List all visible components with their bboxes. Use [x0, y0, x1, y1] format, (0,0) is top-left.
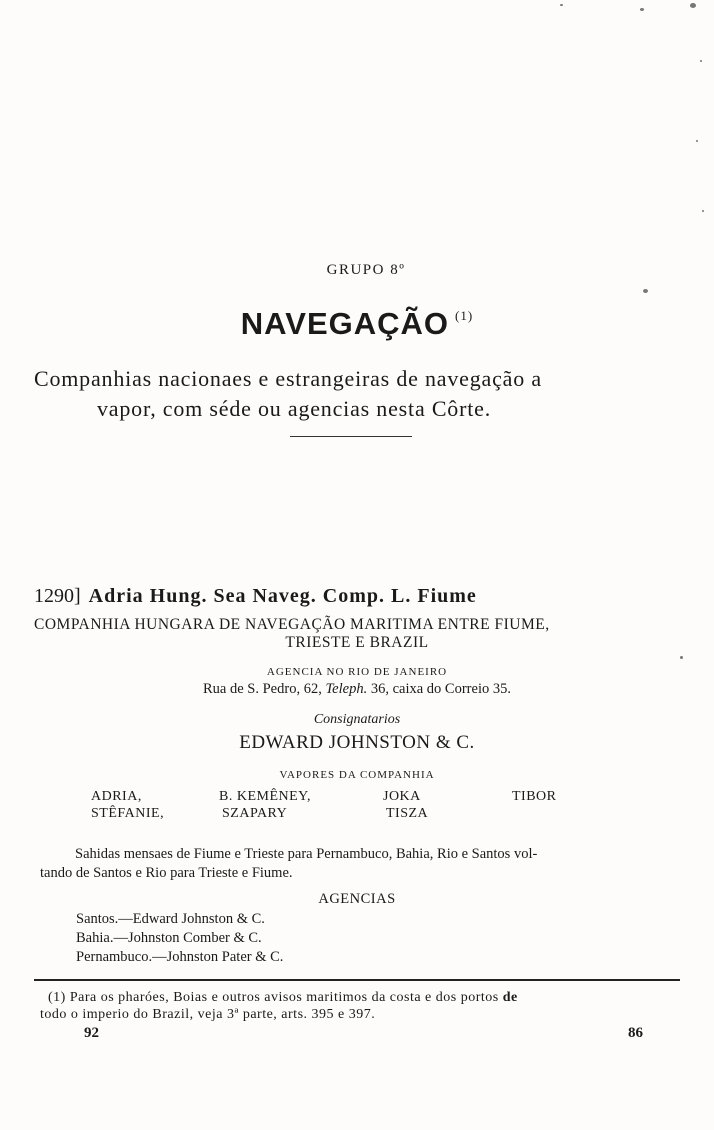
- sailings-line-1: Sahidas mensaes de Fiume e Trieste para Pernambuco, Bahia, Rio e Santos vol-: [75, 846, 538, 862]
- address-teleph-label: Teleph.: [325, 681, 368, 697]
- scan-speck: [643, 289, 648, 293]
- subtitle-line-1: Companhias nacionaes e estrangeiras de navegação a: [34, 366, 542, 391]
- title-footnote-ref: (1): [455, 308, 474, 323]
- ship-name: JOKA: [383, 789, 421, 804]
- page-title: [0, 306, 714, 342]
- group-heading: GRUPO 8º: [326, 262, 406, 278]
- footnote-marker: (1): [48, 990, 66, 1005]
- ship-name: SZAPARY: [222, 806, 288, 821]
- scan-speck: [640, 8, 644, 11]
- consignatarios-heading: Consignatarios: [313, 712, 401, 727]
- scan-speck: [680, 656, 683, 659]
- page-number-left: 92: [84, 1025, 99, 1041]
- scan-speck: [696, 140, 698, 142]
- ship-name: ADRIA,: [91, 789, 142, 804]
- footnote-line-end: de: [502, 990, 518, 1005]
- footnote-divider: [34, 979, 680, 981]
- address-part-1: Rua de S. Pedro, 62,: [203, 681, 322, 697]
- page-number-right: 86: [628, 1025, 643, 1041]
- ship-name: TIBOR: [512, 789, 557, 804]
- title-text: NAVEGAÇÃO: [240, 306, 450, 341]
- agency-item: Santos.—Edward Johnston & C.: [76, 911, 265, 927]
- agency-item: Pernambuco.—Johnston Pater & C.: [76, 949, 284, 965]
- entry-name: Adria Hung. Sea Naveg. Comp. L. Fiume: [88, 585, 477, 607]
- entry-heading: [34, 585, 477, 608]
- subtitle-line-2: vapor, com séde ou agencias nesta Côrte.: [97, 396, 491, 421]
- entry-number: 1290]: [34, 585, 81, 607]
- scan-speck: [690, 3, 696, 8]
- sailings-line-2: tando de Santos e Rio para Trieste e Fiume.: [40, 865, 293, 881]
- footnote-line-1: [48, 990, 518, 1006]
- agency-item: Bahia.—Johnston Comber & C.: [76, 930, 262, 946]
- scan-speck: [560, 4, 563, 6]
- consignatarios-name: EDWARD JOHNSTON & C.: [239, 732, 475, 753]
- title-divider: [290, 436, 412, 437]
- agencias-heading: AGENCIAS: [318, 891, 396, 907]
- company-name-line-2: TRIESTE E BRAZIL: [285, 634, 429, 651]
- ship-name: STÊFANIE,: [91, 806, 165, 821]
- agencia-heading: AGENCIA NO RIO DE JANEIRO: [266, 666, 448, 678]
- ship-name: B. KEMÊNEY,: [219, 789, 311, 804]
- company-name-line-1: COMPANHIA HUNGARA DE NAVEGAÇÃO MARITIMA ENTRE FIUME,: [34, 616, 550, 633]
- agency-address: [0, 681, 714, 698]
- footnote-text: Para os pharóes, Boias e outros avisos maritimos da costa e dos portos: [69, 990, 499, 1005]
- vapores-heading: VAPORES DA COMPANHIA: [279, 769, 435, 781]
- address-part-2: 36, caixa do Correio 35.: [370, 681, 511, 697]
- scan-speck: [700, 60, 702, 62]
- scan-speck: [702, 210, 704, 212]
- footnote-line-2: todo o imperio do Brazil, veja 3ª parte, arts. 395 e 397.: [40, 1007, 376, 1022]
- ship-name: TISZA: [386, 806, 429, 821]
